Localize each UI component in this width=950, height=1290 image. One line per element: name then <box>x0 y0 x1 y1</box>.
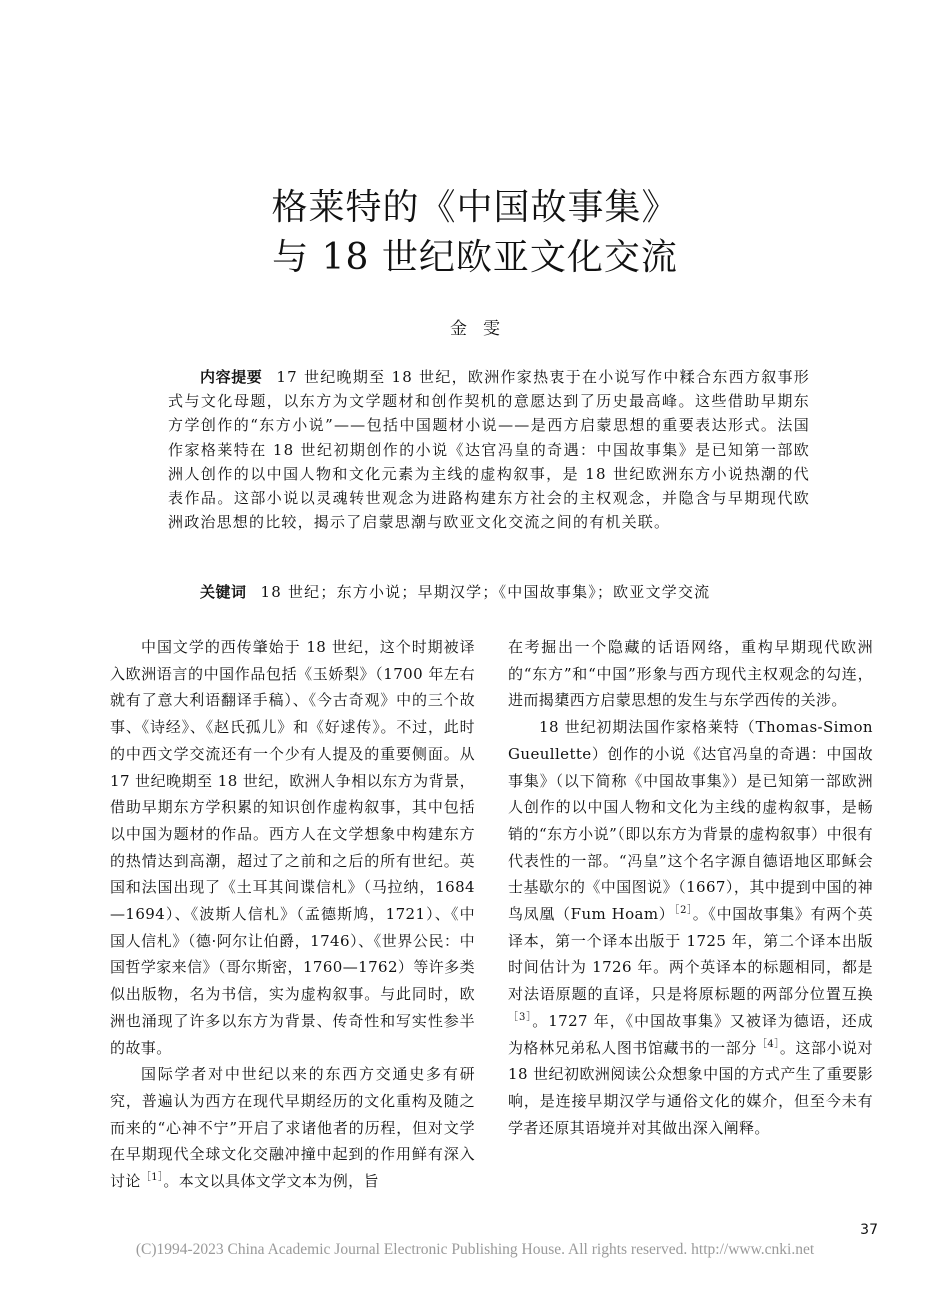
abstract-text: 17 世纪晚期至 18 世纪，欧洲作家热衷于在小说写作中糅合东西方叙事形式与文化母题，以东方为文学题材和创作契机的意愿达到了历史最高峰。这些借助早期东方学创作的“东方小说”——包括中国题材小说——是西方启蒙思想的重要表达形式。法国作家格莱特在 18 世纪初期创作的小说《达官冯皇的奇遇：中国故事集》是已知第一部欧洲人创作的以中国人物和文化元素为主线的虚构叙事，是 18 世纪欧洲东方小说热潮的代表作品。这部小说以灵魂转世观念为进路构建东方社会的主权观念，并隐含与早期现代欧洲政治思想的比较，揭示了启蒙思潮与欧亚文化交流之间的有机关联。 <box>168 368 810 532</box>
body-paragraph: 中国文学的西传肇始于 18 世纪，这个时期被译入欧洲语言的中国作品包括《玉娇梨》（1700 年左右就有了意大利语翻译手稿）、《今古奇观》中的三个故事、《诗经》、《赵氏孤儿》和《好逑传》。不过，此时的中西文学交流还有一个少有人提及的重要侧面。从 17 世纪晚期至 18 世纪，欧洲人争相以东方为背景，借助早期东方学积累的知识创作虚构叙事，其中包括以中国为题材的作品。西方人在文学想象中构建东方的热情达到高潮，超过了之前和之后的所有世纪。英国和法国出现了《土耳其间谍信札》（马拉纳，1684—1694）、《波斯人信札》（孟德斯鸠，1721）、《中国人信札》（德·阿尔让伯爵，1746）、《世界公民：中国哲学家来信》（哥尔斯密，1760—1762）等许多类似出版物，名为书信，实为虚构叙事。与此同时，欧洲也涌现了许多以东方为背景、传奇性和写实性参半的故事。 <box>110 638 475 1057</box>
author-name: 金雯 <box>450 319 516 339</box>
paragraph-text: 。1727 年，《中国故事集》又被译为德语，还成为格林兄弟私人图书馆藏书的一部分 <box>508 1011 874 1057</box>
keywords-text: 18 世纪；东方小说；早期汉学；《中国故事集》；欧亚文学交流 <box>260 583 711 601</box>
citation-ref: ［2］ <box>674 905 693 917</box>
keywords-label: 关键词 <box>200 583 247 601</box>
paragraph-text: 。《中国故事集》有两个英译本，第一个译本出版于 1725 年，第二个译本出版时间估计为 1726 年。两个英译本的标题相同，都是对法语原题的直译，只是将原标题的两部分位置互换 <box>508 905 873 1004</box>
citation-ref: ［1］ <box>140 1172 164 1184</box>
abstract <box>168 365 810 534</box>
body-paragraph: 在考掘出一个隐藏的话语网络，重构早期现代欧洲的“东方”和“中国”形象与西方现代主权观念的勾连，进而揭橥西方启蒙思想的发生与东学西传的关涉。 <box>508 638 873 710</box>
page-number: 37 <box>860 1222 878 1238</box>
body-paragraph <box>508 714 873 1141</box>
paragraph-text: 。本文以具体文学文本为例，旨 <box>163 1172 379 1191</box>
paragraph-text: 国际学者对中世纪以来的东西方交通史多有研究，普遍认为西方在现代早期经历的文化重构及随之而来的“心神不宁”开启了求诸他者的历程，但对文学在早期现代全球文化交融冲撞中起到的作用鲜有深入讨论 <box>110 1065 475 1191</box>
title-line-2: 与 18 世纪欧亚文化交流 <box>272 237 678 278</box>
body-column-right <box>508 634 873 1141</box>
abstract-label: 内容提要 <box>200 368 263 386</box>
copyright-notice: (C)1994-2023 China Academic Journal Electronic Publishing House. All rights reserved. http://www.cnki.net <box>135 1241 815 1258</box>
title-line-1: 格莱特的《中国故事集》 <box>271 187 679 228</box>
citation-ref: ［3］ <box>508 1011 533 1023</box>
citation-ref: ［4］ <box>756 1038 780 1050</box>
article-title <box>0 183 950 283</box>
paragraph-text: 18 世纪初期法国作家格莱特（Thomas-Simon Gueullette）创作的小说《达官冯皇的奇遇：中国故事集》（以下简称《中国故事集》）是已知第一部欧洲人创作的以中国人物和文化为主线的虚构叙事，是畅销的“东方小说”（即以东方为背景的虚构叙事）中很有代表性的一部。“冯皇”这个名字源自德语地区耶稣会士基歇尔的《中国图说》（1667），其中提到中国的神鸟凤凰（Fum Hoam） <box>508 718 873 924</box>
keywords <box>168 580 810 604</box>
paragraph-text: 。这部小说对 18 世纪初欧洲阅读公众想象中国的方式产生了重要影响，是连接早期汉学与通俗文化的媒介，但至今未有学者还原其语境并对其做出深入阐释。 <box>508 1038 873 1137</box>
body-column-left <box>110 634 475 1195</box>
body-paragraph <box>110 1061 475 1195</box>
